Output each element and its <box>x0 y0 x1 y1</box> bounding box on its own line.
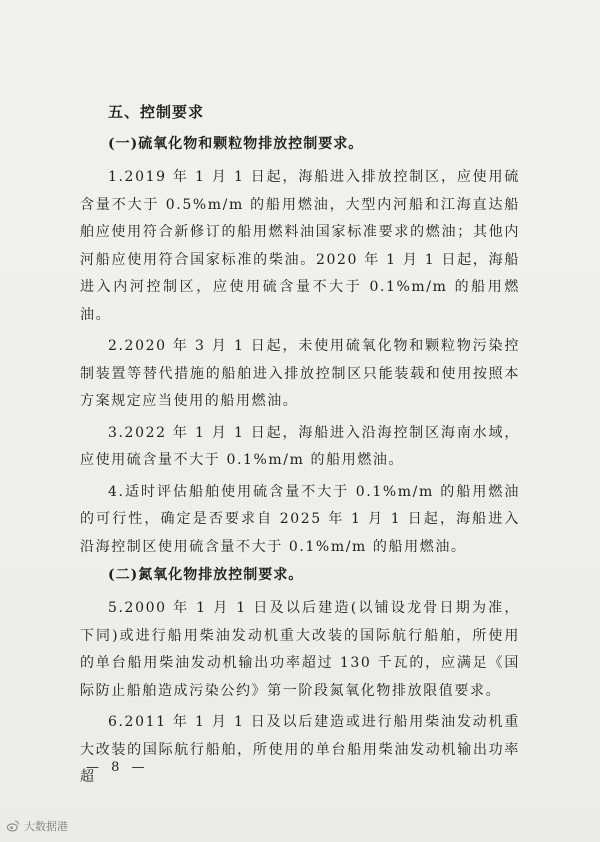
watermark <box>6 818 68 834</box>
paragraph-2: 2.2020 年 3 月 1 日起，未使用硫氧化物和颗粒物污染控制装置等替代措施的船舶进入排放控制区只能装载和使用按照本方案规定应当使用的船用燃油。 <box>80 338 520 409</box>
page-number: — 8 — <box>86 760 149 775</box>
paragraph-3: 3.2022 年 1 月 1 日起，海船进入沿海控制区海南水域，应使用硫含量不大于 0.1%m/m 的船用燃油。 <box>80 424 520 468</box>
sulfur-heading: (一)硫氧化物和颗粒物排放控制要求。 <box>108 136 364 152</box>
paragraph-5: 5.2000 年 1 月 1 日及以后建造(以铺设龙骨日期为准，下同)或进行船用柴油发动机重大改装的国际航行船舶，所使用的单台船用柴油发动机输出功率超过 130 千瓦的，应满足《国际防止船舶造成污染公约》第一阶段氮氧化物排放限值要求。 <box>80 600 520 699</box>
paragraph-6: 6.2011 年 1 月 1 日及以后建造或进行船用柴油发动机重大改装的国际航行船舶，所使用的单台船用柴油发动机输出功率超 <box>80 714 520 785</box>
section-title: 五、控制要求 <box>108 103 205 121</box>
paragraph-4: 4.适时评估船舶使用硫含量不大于 0.1%m/m 的船用燃油的可行性，确定是否要求自 2025 年 1 月 1 日起，海船进入沿海控制区使用硫含量不大于 0.1%m/m 的船用燃油。 <box>80 483 520 555</box>
document-body <box>80 102 520 796</box>
weibo-icon <box>6 819 20 833</box>
watermark-text: 大数据港 <box>24 820 68 833</box>
nitrogen-heading: (二)氮氧化物排放控制要求。 <box>108 567 304 583</box>
paragraph-1: 1.2019 年 1 月 1 日起，海船进入排放控制区，应使用硫含量不大于 0.5%m/m 的船用燃油，大型内河船和江海直达船舶应使用符合新修订的船用燃料油国家标准要求的燃油；其他内河船应使用符合国家标准的柴油。2020 年 1 月 1 日起，海船进入内河控制区，应使用硫含量不大于 0.1%m/m 的船用燃油。 <box>80 169 520 323</box>
